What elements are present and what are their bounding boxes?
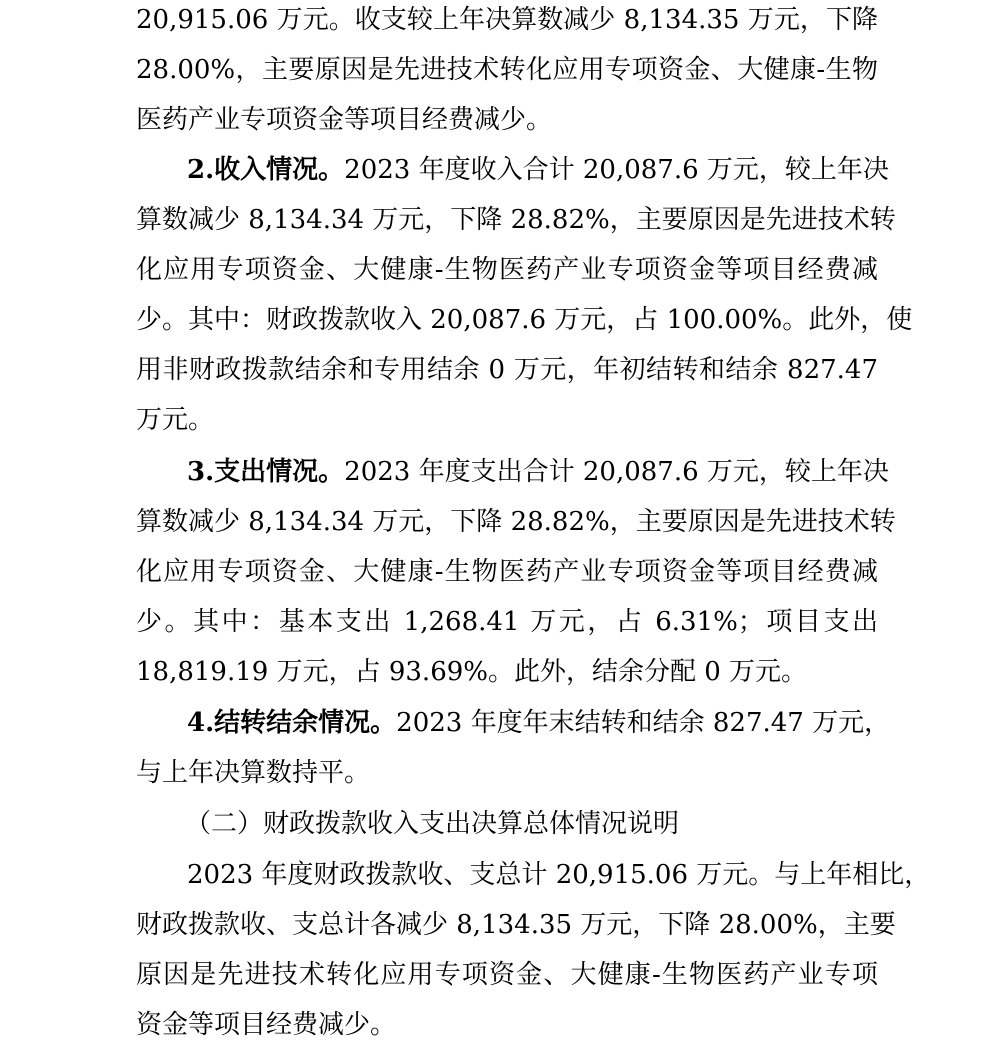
- paragraph-line: 化应用专项资金、大健康-生物医药产业专项资金等项目经费减: [136, 255, 878, 285]
- expenditure-heading: 3.支出情况。: [187, 457, 345, 487]
- carryover-heading: 4.结转结余情况。: [187, 708, 397, 738]
- expenditure-first-line: [187, 454, 889, 490]
- paragraph-line: 算数减少 8,134.34 万元，下降 28.82%，主要原因是先进技术转: [136, 507, 896, 537]
- paragraph-line: 万元。: [136, 405, 215, 435]
- carryover-first-line-text: 2023 年度年末结转和结余 827.47 万元，: [396, 708, 891, 738]
- paragraph-line: 少。其中：基本支出 1,268.41 万元，占 6.31%；项目支出: [136, 607, 878, 637]
- paragraph-line: 医药产业专项资金等项目经费减少。: [136, 105, 553, 135]
- paragraph-line: 资金等项目经费减少。: [136, 1010, 397, 1040]
- income-first-line: [187, 152, 889, 188]
- paragraph-line: 少。其中：财政拨款收入 20,087.6 万元，占 100.00%。此外，使: [136, 305, 913, 335]
- carryover-first-line: [187, 705, 891, 741]
- paragraph-line: 算数减少 8,134.34 万元，下降 28.82%，主要原因是先进技术转: [136, 205, 896, 235]
- paragraph-line: 2023 年度财政拨款收、支总计 20,915.06 万元。与上年相比，: [187, 860, 931, 890]
- paragraph-line: 化应用专项资金、大健康-生物医药产业专项资金等项目经费减: [136, 557, 878, 587]
- paragraph-line: 与上年决算数持平。: [136, 758, 371, 788]
- paragraph-line: 18,819.19 万元，占 93.69%。此外，结余分配 0 万元。: [136, 657, 808, 687]
- income-heading: 2.收入情况。: [187, 155, 345, 185]
- paragraph-line: 用非财政拨款结余和专用结余 0 万元，年初结转和结余 827.47: [136, 355, 878, 385]
- expenditure-first-line-text: 2023 年度支出合计 20,087.6 万元，较上年决: [344, 457, 889, 487]
- income-first-line-text: 2023 年度收入合计 20,087.6 万元，较上年决: [344, 155, 889, 185]
- paragraph-line: 原因是先进技术转化应用专项资金、大健康-生物医药产业专项: [136, 960, 878, 990]
- paragraph-line: 财政拨款收、支总计各减少 8,134.35 万元，下降 28.00%，主要: [136, 910, 896, 940]
- section-heading: （二）财政拨款收入支出决算总体情况说明: [185, 809, 680, 839]
- paragraph-line: 28.00%，主要原因是先进技术转化应用专项资金、大健康-生物: [136, 55, 878, 85]
- paragraph-line: 20,915.06 万元。收支较上年决算数减少 8,134.35 万元，下降: [136, 5, 878, 35]
